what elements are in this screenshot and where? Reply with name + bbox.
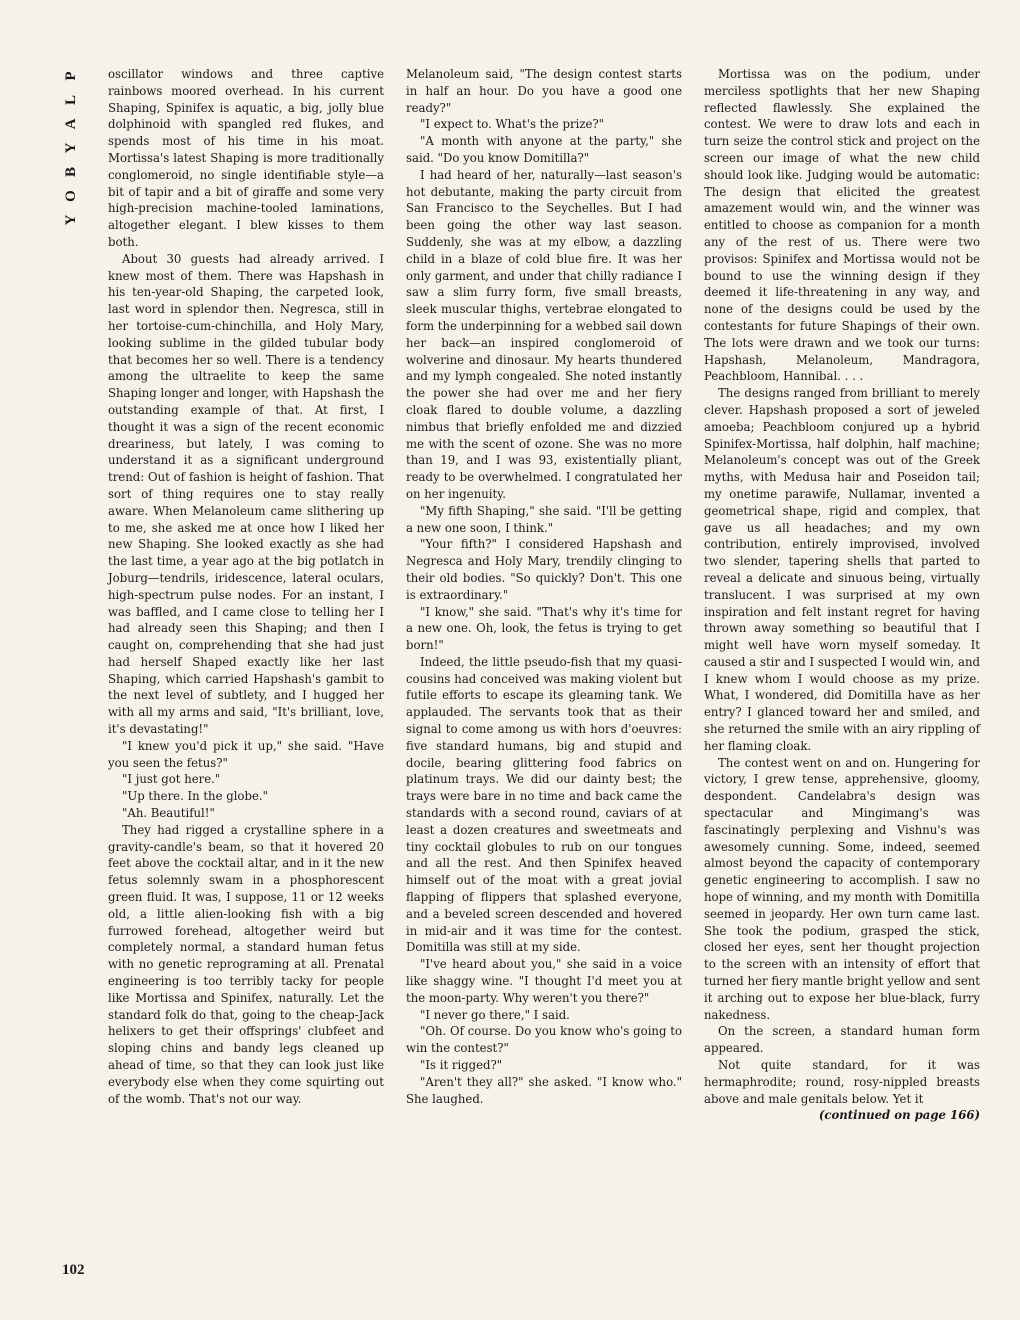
- paragraph: "I knew you'd pick it up," she said. "Have you seen the fetus?": [108, 738, 384, 770]
- magazine-letter: Y: [63, 214, 79, 226]
- magazine-letter: A: [63, 118, 79, 130]
- paragraph: They had rigged a crystalline sphere in a gravity-candle's beam, so that it hovered 20 feet above the cocktail altar, and in it the new fetus solemnly swam in a phosphorescent green fluid. It was, I suppose, 11 or 12 weeks old, a little alien-looking fish with a big furrowed forehead, altogether weird but completely normal, a standard human fetus with no genetic reprograming at all. Prenatal engineering is too terribly tacky for people like Mortissa and Spinifex, naturally. Let the standard folk do that, going to the cheap-Jack helixers to get their offsprings' clubfeet and sloping chins and bandy legs cleaned up ahead of time, so that they can look just like everybody else when they come squirting out of the womb. That's not our way.: [108, 822, 384, 1106]
- paragraph: Melanoleum said, "The design contest starts in half an hour. Do you have a good one ready?": [406, 67, 682, 115]
- paragraph: "I've heard about you," she said in a voice like shaggy wine. "I thought I'd meet you at the moon-party. Why weren't you there?": [406, 957, 682, 1005]
- page-number: 102: [62, 1262, 85, 1278]
- magazine-name-vertical: [61, 64, 81, 232]
- magazine-letter: P: [63, 71, 79, 81]
- magazine-letter: O: [63, 190, 79, 202]
- paragraph: "A month with anyone at the party," she said. "Do you know Domitilla?": [406, 134, 682, 165]
- paragraph: Not quite standard, for it was hermaphrodite; round, rosy-nippled breasts above and male genitals below. Yet it: [704, 1058, 980, 1106]
- paragraph: Indeed, the little pseudo-fish that my quasi-cousins had conceived was making violent but futile efforts to escape its gleaming tank. We applauded. The servants took that as their signal to come among us with hors d'oeuvres: five standard humans, big and stupid and docile, bearing glittering food fabrics on platinum trays. We did our dainty best; the trays were bare in no time and back came the standards with a second round, caviars of at least a dozen creatures and sweetmeats and tiny cocktail globules to rub on our tongues and all the rest. And then Spinifex heaved himself out of the moat with a great jovial flapping of flippers that splashed everyone, and a beveled screen descended and hovered in mid-air and it was time for the contest. Domitilla was still at my side.: [406, 654, 682, 955]
- paragraph: I had heard of her, naturally—last season's hot debutante, making the party circuit from San Francisco to the Seychelles. But I had been going the other way last season. Suddenly, she was at my elbow, a dazzling child in a blaze of cold blue fire. It was her only garment, and under that chilly radiance I saw a slim furry form, five small breasts, sleek muscular thighs, vertebrae elongated to form the underpinning for a webbed sail down her back—an inspired conglomeroid of wolverine and dinosaur. My hearts thundered and my lymph congealed. She noted instantly the power she had over me and her fiery cloak flared to double volume, a dazzling nimbus that briefly enfolded me and dizzied me with the scent of ozone. She was no more than 19, and I was 93, existentially pliant, ready to be overwhelmed. I congratulated her on her ingenuity.: [406, 167, 682, 501]
- paragraph: "Oh. Of course. Do you know who's going to win the contest?": [406, 1024, 682, 1056]
- magazine-letter: B: [63, 167, 79, 178]
- paragraph: "Up there. In the globe.": [122, 789, 268, 804]
- paragraph: "I just got here.": [122, 772, 221, 787]
- text-column-2: [406, 66, 682, 1107]
- paragraph: On the screen, a standard human form appeared.: [704, 1024, 980, 1056]
- paragraph: "I expect to. What's the prize?": [420, 117, 605, 132]
- paragraph: "Ah. Beautiful!": [122, 806, 215, 821]
- continued-note: (continued on page 166): [818, 1108, 980, 1123]
- paragraph: The contest went on and on. Hungering for victory, I grew tense, apprehensive, gloomy, despondent. Candelabra's design was spectacular and Mingimang's was fascinatingly perplexing and Vishnu's was awesomely cunning. Some, indeed, seemed almost beyond the capacity of contemporary genetic engineering to accomplish. I saw no hope of winning, and my month with Domitilla seemed in jeopardy. Her own turn came last. She took the podium, grasped the stick, closed her eyes, sent her thought projection to the screen with an intensity of effort that turned her fiery mantle bright yellow and sent it arching out to expose her blue-black, furry nakedness.: [704, 755, 980, 1022]
- text-column-3: [704, 66, 980, 1124]
- magazine-letter: L: [63, 95, 79, 106]
- paragraph: About 30 guests had already arrived. I knew most of them. There was Hapshash in his ten-year-old Shaping, the carpeted look, last word in splendor then. Negresca, still in her tortoise-cum-chinchilla, and Holy Mary, looking sublime in the gilded tubular body that becomes her so well. There is a tendency among the ultraelite to keep the same Shaping longer and longer, with Hapshash the outstanding example of that. At first, I thought it was a sign of the recent economic dreariness, but lately, I was coming to understand it as a significant underground trend: Out of fashion is height of fashion. That sort of thing requires one to stay really aware. When Melanoleum came slithering up to me, she asked me at once how I liked her new Shaping. She looked exactly as she had the last time, a year ago at the big potlatch in Joburg—tendrils, iridescence, lateral oculars, high-spectrum pulse nodes. For an instant, I was baffled, and I came close to telling her I had already seen this Shaping; and then I caught on, comprehending that she had just had herself Shaped exactly like her last Shaping, which carried Hapshash's gambit to the next level of subtlety, and I hugged her with all my arms and said, "It's brilliant, love, it's devastating!": [108, 251, 384, 737]
- paragraph: "Is it rigged?": [420, 1058, 503, 1073]
- paragraph: The designs ranged from brilliant to merely clever. Hapshash proposed a sort of jeweled amoeba; Peachbloom conjured up a hybrid Spinifex-Mortissa, half dolphin, half machine; Melanoleum's concept was out of the Greek myths, with Medusa hair and Poseidon tail; my onetime parawife, Nullamar, invented a geometrical shape, rigid and complex, that gave us all headaches; and my own contribution, entirely improvised, involved two slender, tapering shells that parted to reveal a delicate and sinuous being, virtually translucent. I was surprised at my own inspiration and felt instant regret for having thrown away something so beautiful that I might well have worn myself someday. It caused a stir and I suspected I would win, and I knew whom I would choose as my prize. What, I wondered, did Domitilla have as her entry? I glanced toward her and smiled, and she returned the smile with an airy rippling of her flaming cloak.: [704, 386, 980, 753]
- paragraph: "My fifth Shaping," she said. "I'll be getting a new one soon, I think.": [406, 503, 682, 535]
- paragraph: Mortissa was on the podium, under merciless spotlights that her new Shaping reflected flawlessly. She explained the contest. We were to draw lots and each in turn seize the control stick and project on the screen our image of what the new child should look like. Judging would be automatic: The design that elicited the greatest amazement would win, and the winner was entitled to choose as companion for a month any of the rest of us. There were two provisos: Spinifex and Mortissa would not be bound to use the winning design if they deemed it life-threatening in any way, and none of the designs could be used by the contestants for future Shapings of their own. The lots were drawn and we took our turns: Hapshash, Melanoleum, Mandragora, Peachbloom, Hannibal. . . .: [704, 67, 980, 384]
- text-column-1: [108, 66, 384, 1107]
- paragraph: "I know," she said. "That's why it's time for a new one. Oh, look, the fetus is trying to get born!": [406, 604, 682, 653]
- paragraph: "Your fifth?" I considered Hapshash and Negresca and Holy Mary, trendily clinging to their old bodies. "So quickly? Don't. This one is extraordinary.": [406, 537, 682, 602]
- paragraph: "Aren't they all?" she asked. "I know who." She laughed.: [406, 1074, 682, 1106]
- paragraph: oscillator windows and three captive rainbows moored overhead. In his current Shaping, Spinifex is aquatic, a big, jolly blue dolphinoid with spangled red flukes, and spends most of his time in his moat. Mortissa's latest Shaping is more traditionally conglomeroid, no single identifiable style—a bit of tapir and a bit of giraffe and some very high-precision machine-tooled laminations, altogether elegant. I blew kisses to them both.: [108, 67, 384, 249]
- magazine-letter: Y: [63, 142, 79, 154]
- paragraph: "I never go there," I said.: [420, 1007, 570, 1022]
